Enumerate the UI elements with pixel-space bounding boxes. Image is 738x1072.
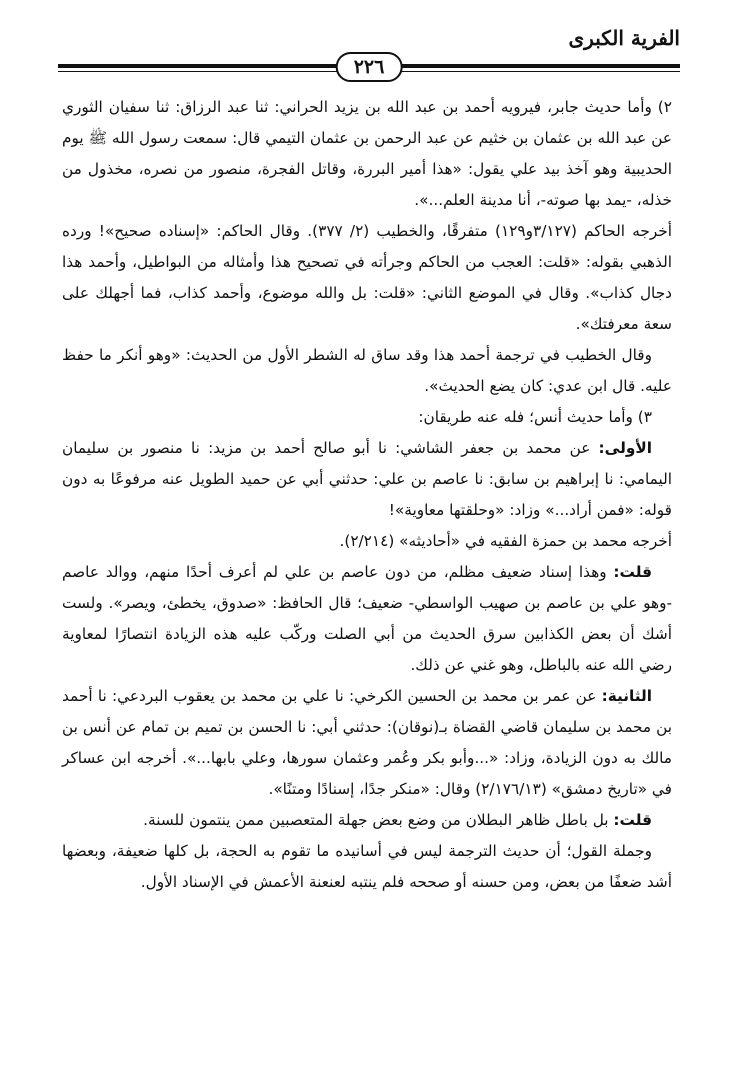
- book-title: الفرية الكبرى: [568, 26, 680, 50]
- page-number: ٢٢٦: [336, 52, 403, 82]
- lead-first: الأولى:: [598, 439, 652, 457]
- lead-qultu-2: قلت:: [613, 811, 652, 829]
- paragraph-faqih-takhrij: أخرجه محمد بن حمزة الفقيه في «أحاديثه» (٢/٢١٤).: [339, 532, 672, 550]
- lead-qultu-1: قلت:: [613, 563, 652, 581]
- paragraph-hadith-jabir: ٢) وأما حديث جابر، فيرويه أحمد بن عبد الله بن يزيد الحراني: ثنا عبد الرزاق: ثنا سفيان الثوري عن عبد الله بن عثمان بن خثيم عن عبد الرحمن بن عثمان التيمي قال: سمعت رسول الله ﷺ يوم الحديبية وهو آخذ بيد علي يقول: «هذا أمير البررة، وقاتل الفجرة، منصور من نصره، مخذول من خذله، -يمد بها صوته-، أنا مدينة العلم...».: [62, 98, 672, 209]
- paragraph-conclusion: وجملة القول؛ أن حديث الترجمة ليس في أسانيده ما تقوم به الحجة، بل كلها ضعيفة، وبعضها أشد ضعفًا من بعض، ومن حسنه أو صححه فلم ينتبه لعنعنة الأعمش في الإسناد الأول.: [62, 842, 672, 891]
- lead-second: الثانية:: [601, 687, 652, 705]
- paragraph-first-route: الأولى: عن محمد بن جعفر الشاشي: نا أبو صالح أحمد بن مزيد: نا منصور بن سليمان اليمامي: نا إبراهيم بن سابق: نا عاصم بن علي: حدثني أبي عن حميد الطويل عنه مرفوعًا به دون قوله: «فمن أراد...» وزاد: «وحلقتها معاوية»!: [62, 439, 672, 519]
- paragraph-hadith-anas: ٣) وأما حديث أنس؛ فله عنه طريقان:: [418, 408, 652, 426]
- paragraph-khatib: وقال الخطيب في ترجمة أحمد هذا وقد ساق له الشطر الأول من الحديث: «وهو أنكر ما حفظ عليه. قال ابن عدي: كان يضع الحديث».: [62, 346, 672, 395]
- paragraph-qultu-2: قلت: بل باطل ظاهر البطلان من وضع بعض جهلة المتعصبين ممن ينتمون للسنة.: [143, 811, 652, 829]
- paragraph-qultu-1: قلت: وهذا إسناد ضعيف مظلم، من دون عاصم بن علي لم أعرف أحدًا منهم، ووالد عاصم -وهو علي بن عاصم بن صهيب الواسطي- ضعيف؛ قال الحافظ: «صدوق، يخطئ، ويصر». ولست أشك أن بعض الكذابين سرق الحديث من أبي الصلت وركّب عليه هذه الزيادة انتصارًا لمعاوية رضي الله عنه بالباطل، وهو غني عن ذلك.: [62, 563, 672, 674]
- paragraph-hakim-takhrij: أخرجه الحاكم (٣/١٢٧و١٢٩) متفرقًا، والخطيب (٢/ ٣٧٧). وقال الحاكم: «إسناده صحيح»! ورده الذهبي بقوله: «قلت: العجب من الحاكم وجرأته في تصحيح هذا وأمثاله من البواطيل، وأحمد هذا دجال كذاب». وقال في الموضع الثاني: «قلت: بل والله موضوع، وأحمد كذاب، فما أجهلك على سعة معرفتك».: [62, 222, 673, 333]
- page-header: [58, 22, 680, 78]
- paragraph-second-route: الثانية: عن عمر بن محمد بن الحسين الكرخي: نا علي بن محمد بن يعقوب البردعي: نا أحمد بن محمد بن سليمان قاضي القضاة بـ(نوقان): حدثني أبي: نا الحسن بن تميم بن تمام عن أنس بن مالك به دون الزيادة، وزاد: «...وأبو بكر وعُمر وعثمان سورها، وعلي بابها...». أخرجه ابن عساكر في «تاريخ دمشق» (٢/١٧٦/١٣) وقال: «منكر جدًا، إسنادًا ومتنًا».: [62, 687, 672, 798]
- page-body: [62, 92, 672, 898]
